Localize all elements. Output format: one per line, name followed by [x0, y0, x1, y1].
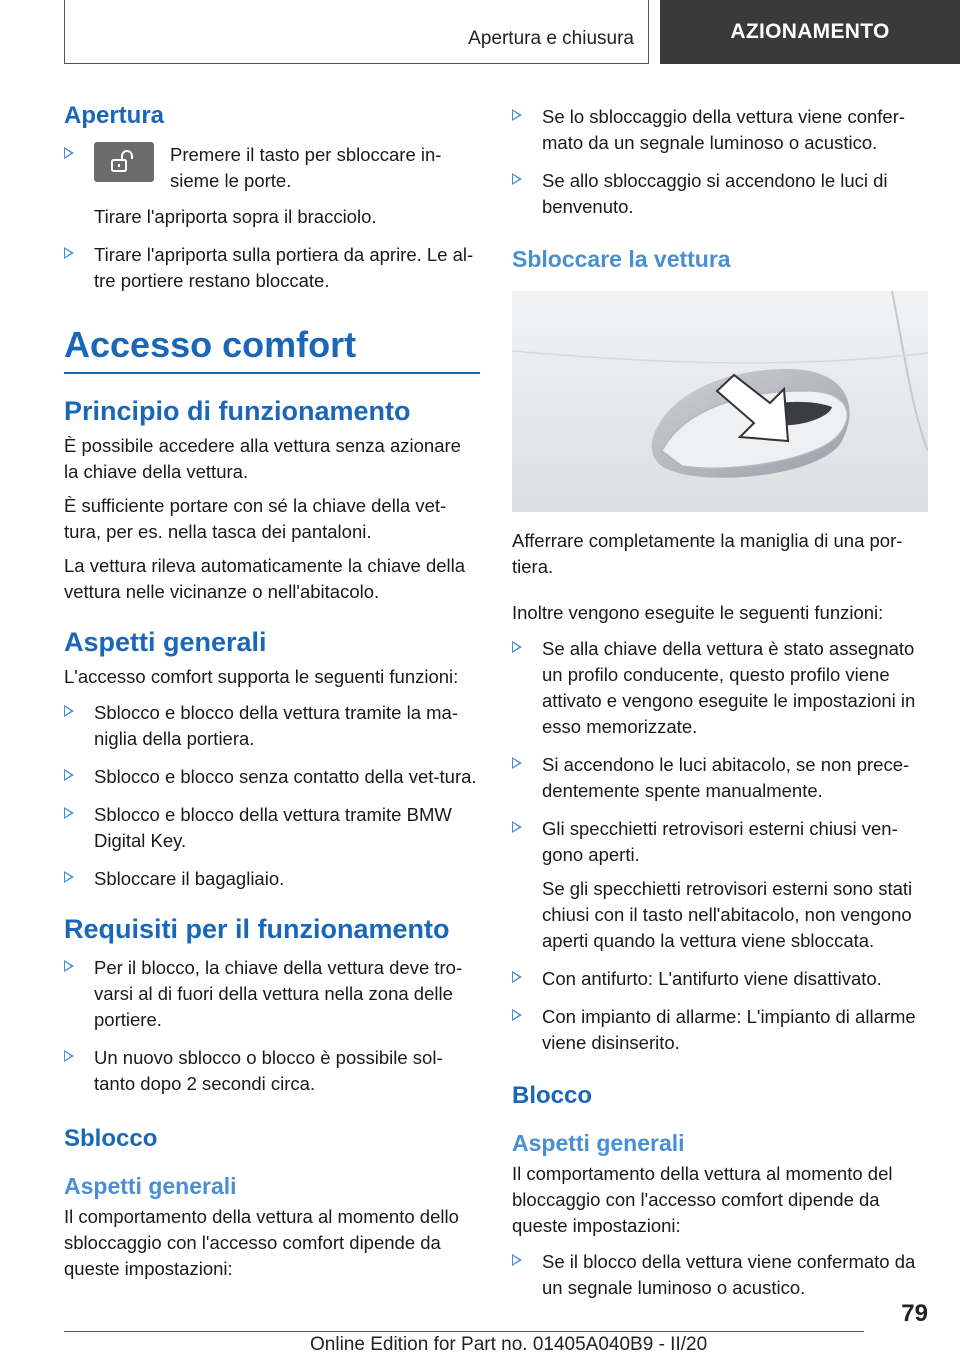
list-item-text: Sbloccare il bagagliaio. [94, 868, 285, 889]
header-rule-left [64, 0, 65, 64]
heading-sbloccare: Sbloccare la vettura [512, 246, 731, 272]
list-item-text: Sblocco e blocco della vettura tramite la ma-niglia della portiera. [94, 702, 459, 749]
list-item [64, 802, 480, 854]
sblocco-p: Il comportamento della vettura al momento dello sbloccaggio con l'accesso comfort dipende da queste impostazioni: [64, 1206, 459, 1279]
footer-edition: Online Edition for Part no. 01405A040B9 - II/20 [310, 1334, 708, 1355]
footer-rule [64, 1331, 864, 1332]
triangle-bullet-icon [64, 871, 74, 883]
list-item-text: Sblocco e blocco senza contatto della vet-tura. [94, 766, 477, 787]
door-handle-photo [512, 291, 928, 512]
triangle-bullet-icon [64, 1050, 74, 1062]
specchietti-sub: Se gli specchietti retrovisori esterni sono stati chiusi con il tasto nell'abitacolo, non vengono aperti quando la vettura viene sbloccata. [542, 878, 913, 951]
aspetti-p: L'accesso comfort supporta le seguenti funzioni: [64, 666, 459, 687]
triangle-bullet-icon [64, 705, 74, 717]
list-item-text: Sblocco e blocco della vettura tramite BMW Digital Key. [94, 804, 452, 851]
list-item-text: Con impianto di allarme: L'impianto di allarme viene disinserito. [542, 1006, 916, 1053]
triangle-bullet-icon [512, 1009, 522, 1021]
heading-accesso-wrap [64, 324, 480, 374]
triangle-bullet-icon [64, 769, 74, 781]
list-item [64, 955, 480, 1033]
list-item-text: Se il blocco della vettura viene confermato da un segnale luminoso o acustico. [542, 1251, 916, 1298]
triangle-bullet-icon [64, 960, 74, 972]
header-rule-bottom [64, 63, 648, 64]
principio-p2: È sufficiente portare con sé la chiave della vet-tura, per es. nella tasca dei pantaloni. [64, 495, 447, 542]
list-item-text: Se allo sbloccaggio si accendono le luci di benvenuto. [542, 170, 888, 217]
section-tab [660, 0, 960, 64]
photo-caption: Afferrare completamente la maniglia di una por-tiera. [512, 530, 903, 577]
triangle-bullet-icon [512, 821, 522, 833]
principio-p3: La vettura rileva automaticamente la chiave della vettura nelle vicinanze o nell'abitacolo. [64, 555, 466, 602]
triangle-bullet-icon [512, 109, 522, 121]
chapter-title: Apertura e chiusura [468, 28, 634, 49]
left-column [64, 96, 480, 1282]
heading-sblocco: Sblocco [64, 1125, 158, 1152]
list-item-text: Si accendono le luci abitacolo, se non prece-dentemente spente manualmente. [542, 754, 910, 801]
triangle-bullet-icon [64, 147, 74, 159]
list-item [512, 966, 928, 992]
triangle-bullet-icon [64, 247, 74, 259]
apertura-b1-line2: sieme le porte. [170, 170, 292, 191]
triangle-bullet-icon [512, 971, 522, 983]
list-item [512, 104, 928, 156]
list-item [512, 816, 928, 868]
apertura-b1-line1: Premere il tasto per sbloccare in- [170, 144, 442, 165]
heading-aspetti: Aspetti generali [64, 627, 267, 657]
apertura-b1-sub: Tirare l'apriporta sopra il bracciolo. [94, 206, 377, 227]
list-item-text: Con antifurto: L'antifurto viene disattivato. [542, 968, 882, 989]
triangle-bullet-icon [512, 757, 522, 769]
list-item [512, 1249, 928, 1301]
header-rule-middle [648, 0, 649, 64]
triangle-bullet-icon [64, 807, 74, 819]
apertura-b2: Tirare l'apriporta sulla portiera da aprire. Le al-tre portiere restano bloccate. [94, 244, 474, 291]
list-item-text: Gli specchietti retrovisori esterni chiusi ven-gono aperti. [542, 818, 898, 865]
heading-blocco: Blocco [512, 1082, 593, 1109]
section-title: AZIONAMENTO [730, 20, 890, 43]
heading-principio: Principio di funzionamento [64, 396, 411, 426]
list-item [64, 866, 480, 892]
triangle-bullet-icon [512, 641, 522, 653]
triangle-bullet-icon [512, 173, 522, 185]
inoltre-p: Inoltre vengono eseguite le seguenti funzioni: [512, 602, 884, 623]
list-item [512, 1004, 928, 1056]
list-item [512, 752, 928, 804]
list-item [64, 142, 480, 194]
unlock-button-icon [94, 142, 154, 182]
list-item [64, 1045, 480, 1097]
blocco-p: Il comportamento della vettura al momento del bloccaggio con l'accesso comfort dipende da queste impostazioni: [512, 1163, 893, 1236]
heading-apertura: Apertura [64, 102, 165, 129]
list-item-text: Se alla chiave della vettura è stato assegnato un profilo conducente, questo profilo viene attivato e vengono eseguite le impostazioni in esso memorizzate. [542, 638, 916, 737]
list-item [64, 242, 480, 294]
list-item-text: Se lo sbloccaggio della vettura viene confer-mato da un segnale luminoso o acustico. [542, 106, 906, 153]
list-item [64, 700, 480, 752]
heading-blocco-aspetti: Aspetti generali [512, 1130, 685, 1156]
list-item-text: Per il blocco, la chiave della vettura deve tro-varsi al di fuori della vettura nella zona delle portiere. [94, 957, 463, 1030]
heading-sblocco-aspetti: Aspetti generali [64, 1173, 237, 1199]
right-column [512, 104, 928, 1301]
list-item [64, 764, 480, 790]
list-item [512, 636, 928, 740]
page-number: 79 [901, 1300, 928, 1327]
list-item-text: Un nuovo sblocco o blocco è possibile sol-tanto dopo 2 secondi circa. [94, 1047, 443, 1094]
heading-accesso-comfort: Accesso comfort [64, 324, 357, 365]
heading-requisiti: Requisiti per il funzionamento [64, 914, 450, 944]
triangle-bullet-icon [512, 1254, 522, 1266]
principio-p1: È possibile accedere alla vettura senza azionare la chiave della vettura. [64, 435, 461, 482]
list-item [512, 168, 928, 220]
